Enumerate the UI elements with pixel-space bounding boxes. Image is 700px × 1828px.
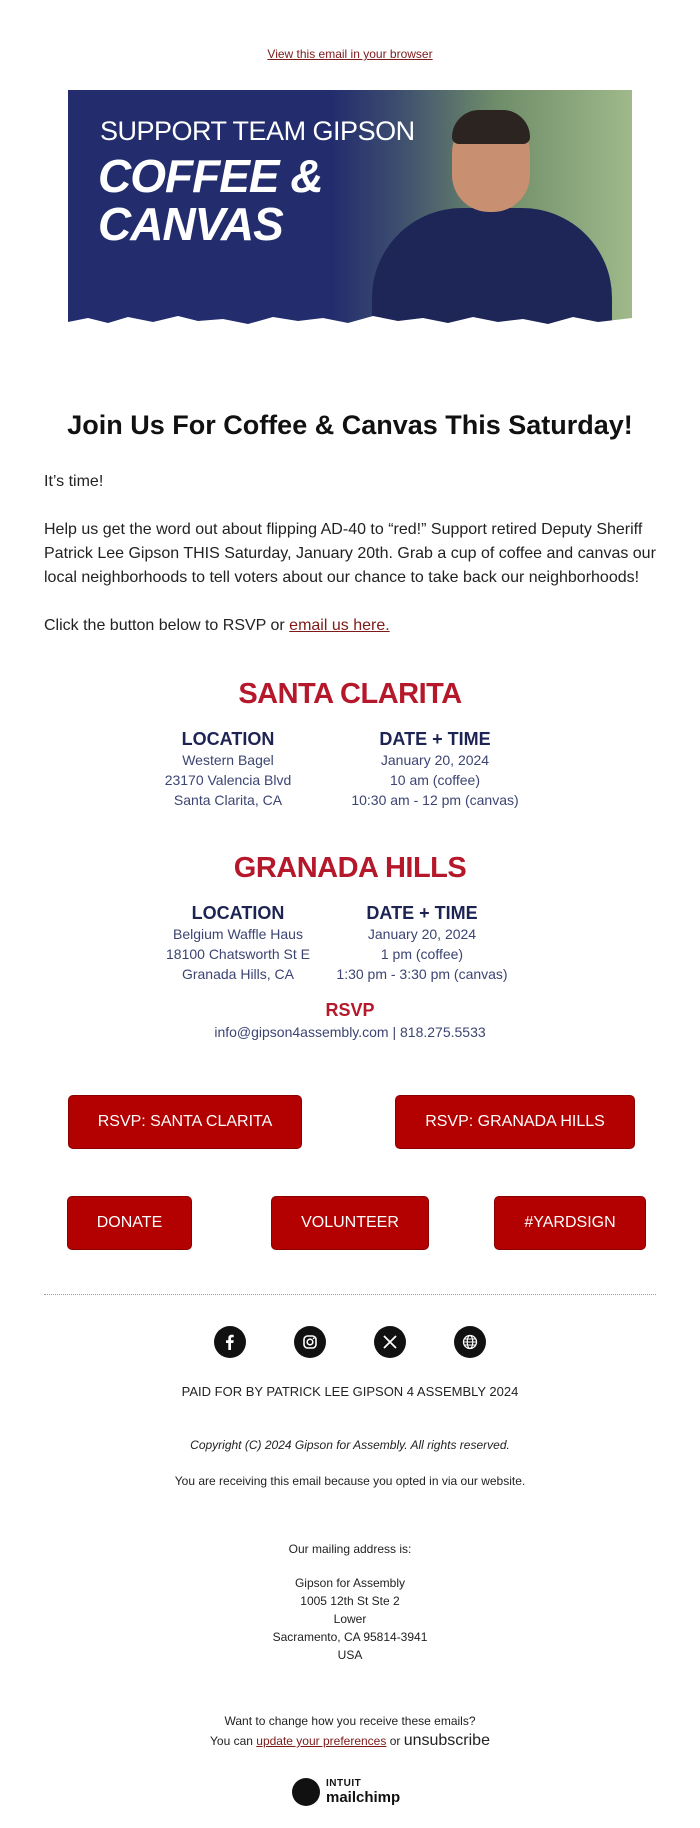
mailchimp-icon [292, 1778, 320, 1806]
event-city-santa-clarita: SANTA CLARITA [238, 678, 462, 710]
torn-edge [68, 312, 632, 330]
preferences-line: You can update your preferences or unsubscribe [210, 1732, 490, 1749]
event-datetime-santa-clarita: DATE + TIME January 20, 2024 10 am (coffee) 10:30 am - 12 pm (canvas) [351, 729, 519, 808]
yardsign-button[interactable]: #YARDSIGN [494, 1196, 646, 1250]
website-icon[interactable] [454, 1326, 486, 1358]
mailchimp-logo[interactable]: INTUIT mailchimp [292, 1776, 412, 1808]
event-location-santa-clarita: LOCATION Western Bagel 23170 Valencia Blvd Santa Clarita, CA [164, 729, 292, 808]
paid-for-disclaimer: PAID FOR BY PATRICK LEE GIPSON 4 ASSEMBLY 2024 [181, 1384, 519, 1399]
hero-subtitle: SUPPORT TEAM GIPSON [100, 116, 415, 146]
intro-text: It’s time! [44, 473, 104, 490]
divider [44, 1294, 656, 1295]
rsvp-contact: info@gipson4assembly.com | 818.275.5533 [214, 1024, 486, 1040]
event-location-granada-hills: LOCATION Belgium Waffle Haus 18100 Chatsworth St E Granada Hills, CA [166, 903, 310, 982]
facebook-icon[interactable] [214, 1326, 246, 1358]
donate-button[interactable]: DONATE [67, 1196, 192, 1250]
body-text: Help us get the word out about flipping AD-40 to “red!” Support retired Deputy Sheriff Patrick Lee Gipson THIS Saturday, January 20th. Grab a cup of coffee and canvas our local neighborhoods to tell voters about our chance to take back our neighborhoods! [44, 521, 656, 586]
hero-title: COFFEE & CANVAS [98, 150, 323, 250]
update-preferences-link[interactable]: update your preferences [256, 1734, 387, 1748]
event-city-granada-hills: GRANADA HILLS [233, 852, 467, 884]
mailing-address: Gipson for Assembly 1005 12th St Ste 2 Lower Sacramento, CA 95814-3941 USA [272, 1576, 428, 1662]
rsvp-santa-clarita-button[interactable]: RSVP: SANTA CLARITA [68, 1095, 302, 1149]
copyright-text: Copyright (C) 2024 Gipson for Assembly. All rights reserved. [190, 1438, 510, 1452]
change-emails-text: Want to change how you receive these emails? [224, 1714, 476, 1728]
view-in-browser [0, 47, 700, 61]
hero-banner [68, 90, 632, 330]
opt-in-reason: You are receiving this email because you opted in via our website. [174, 1474, 526, 1488]
volunteer-button[interactable]: VOLUNTEER [271, 1196, 429, 1250]
view-in-browser-link[interactable]: View this email in your browser [267, 47, 433, 61]
event-datetime-granada-hills: DATE + TIME January 20, 2024 1 pm (coffee) 1:30 pm - 3:30 pm (canvas) [336, 903, 508, 982]
x-icon[interactable] [374, 1326, 406, 1358]
email-us-link[interactable]: email us here. [289, 617, 390, 634]
unsubscribe-link[interactable]: unsubscribe [403, 1732, 490, 1749]
cta-text: Click the button below to RSVP or email us here. [44, 617, 390, 634]
page-title: Join Us For Coffee & Canvas This Saturday! [67, 410, 633, 440]
instagram-icon[interactable] [294, 1326, 326, 1358]
mailing-address-heading: Our mailing address is: [288, 1542, 412, 1556]
rsvp-heading: RSVP [325, 1000, 375, 1020]
rsvp-granada-hills-button[interactable]: RSVP: GRANADA HILLS [395, 1095, 635, 1149]
